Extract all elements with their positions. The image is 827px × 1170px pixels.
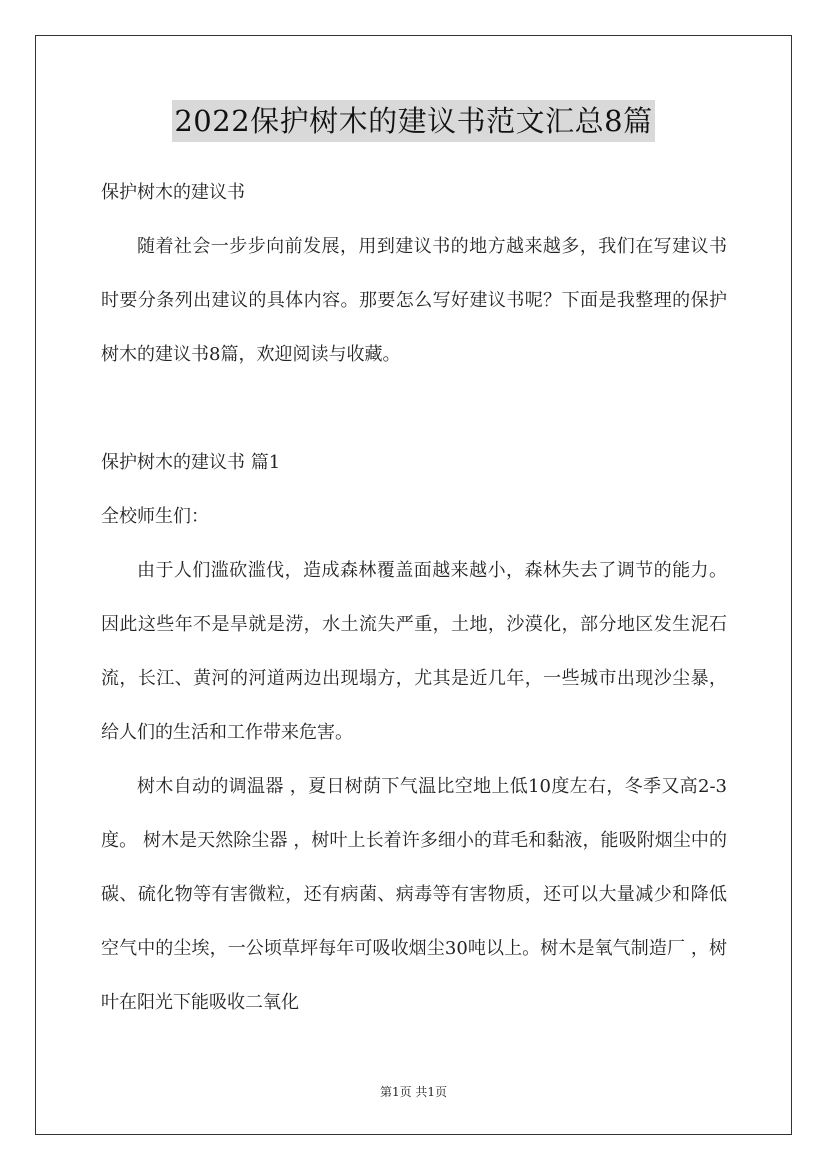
intro-paragraph: 随着社会一步步向前发展，用到建议书的地方越来越多，我们在写建议书时要分条列出建议的具体内容。那要怎么写好建议书呢？下面是我整理的保护树木的建议书8篇，欢迎阅读与收藏。 (101, 236, 727, 365)
body-paragraph: 由于人们滥砍滥伐，造成森林覆盖面越来越小，森林失去了调节的能力。因此这些年不是旱就是涝，水土流失严重，土地，沙漠化，部分地区发生泥石流，长江、黄河的河道两边出现塌方，尤其是近几年，一些城市出现沙尘暴，给人们的生活和工作带来危害。 (101, 560, 727, 743)
document-title: 2022保护树木的建议书范文汇总8篇 (172, 100, 654, 142)
title-container (0, 100, 827, 142)
salutation: 全校师生们： (101, 506, 209, 527)
document-body (101, 166, 727, 1030)
page-number: 第1页 共1页 (379, 1085, 448, 1099)
body-paragraph: 树木自动的调温器 ，夏日树荫下气温比空地上低10度左右，冬季又高2-3度。 树木是天然除尘器 ，树叶上长着许多细小的茸毛和黏液，能吸附烟尘中的碳、硫化物等有害微粒，还有病菌、病毒等有害物质，还可以大量减少和降低空气中的尘埃，一公顷草坪每年可吸收烟尘30吨以上。树木是氧气制造厂 ，树叶在阳光下能吸收二氧化 (101, 776, 727, 1013)
intro-heading: 保护树木的建议书 (101, 182, 245, 203)
section-heading: 保护树木的建议书 篇1 (101, 452, 281, 473)
page-footer (0, 1083, 827, 1101)
section-spacer (101, 382, 727, 436)
